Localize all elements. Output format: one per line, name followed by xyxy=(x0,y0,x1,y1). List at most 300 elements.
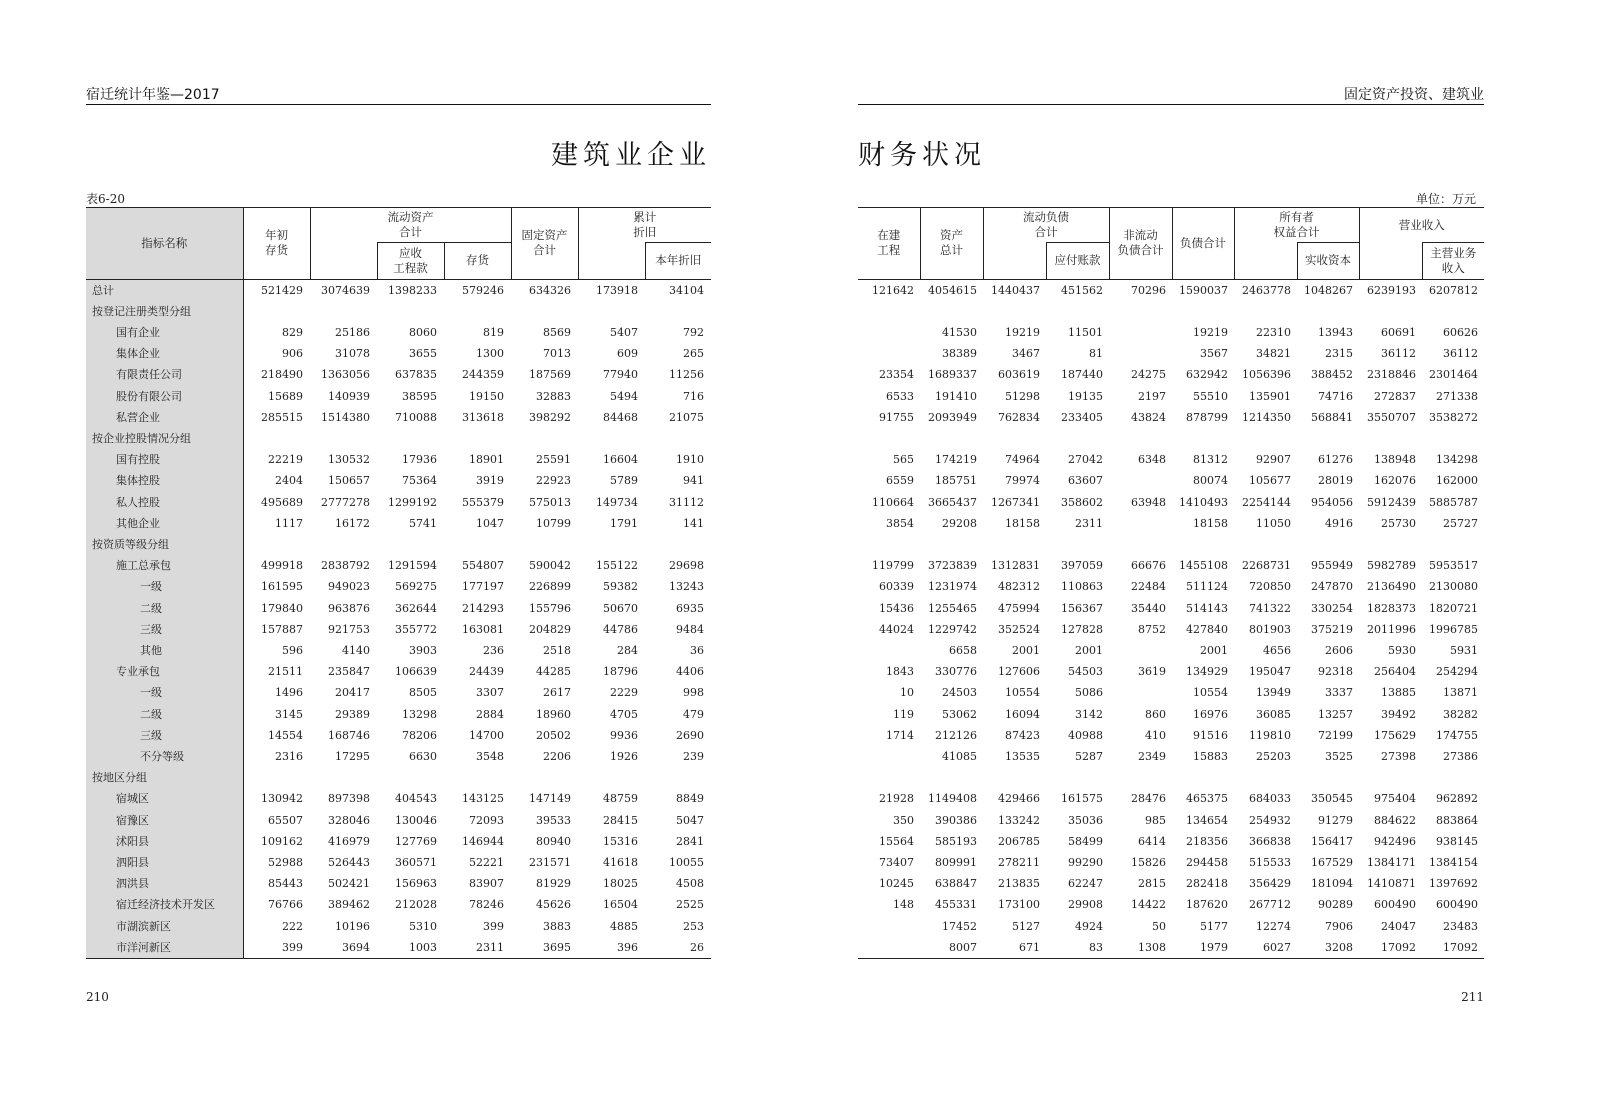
table-cell: 514143 xyxy=(1186,601,1228,615)
table-cell: 52988 xyxy=(268,855,303,869)
table-cell: 6239193 xyxy=(1367,283,1416,297)
table-cell: 482312 xyxy=(998,580,1040,594)
table-row xyxy=(858,343,1484,364)
table-cell xyxy=(578,534,645,555)
table-cell xyxy=(1359,301,1422,322)
table-cell: 2315 xyxy=(1325,347,1353,361)
table-cell: 127769 xyxy=(395,834,437,848)
table-cell xyxy=(858,767,920,788)
table-cell: 282418 xyxy=(1186,877,1228,891)
table-cell: 36112 xyxy=(1443,347,1478,361)
table-cell: 134654 xyxy=(1186,813,1228,827)
table-cell xyxy=(377,301,444,322)
table-cell: 1689337 xyxy=(928,368,977,382)
table-row xyxy=(858,492,1484,513)
table-cell xyxy=(858,746,920,767)
table-cell: 247870 xyxy=(1311,580,1353,594)
left-running-header: 宿迁统计年鉴—2017 xyxy=(86,87,220,103)
table-cell: 8060 xyxy=(409,325,437,339)
table-cell: 50 xyxy=(1152,919,1166,933)
col-header-equity: 所有者 权益合计 xyxy=(1234,208,1359,243)
table-row xyxy=(858,555,1484,576)
table-cell xyxy=(444,428,511,449)
table-cell: 34104 xyxy=(669,283,705,297)
table-cell: 84468 xyxy=(603,410,639,424)
table-cell: 5931 xyxy=(1450,643,1478,657)
table-cell: 741322 xyxy=(1249,601,1291,615)
left-page-number: 210 xyxy=(86,990,109,1004)
table-cell: 575013 xyxy=(529,495,572,509)
table-cell xyxy=(1422,534,1484,555)
table-cell: 73407 xyxy=(879,855,914,869)
table-cell: 233405 xyxy=(1061,410,1103,424)
table-cell: 63948 xyxy=(1131,495,1166,509)
table-cell: 78206 xyxy=(402,728,437,742)
table-cell: 3854 xyxy=(886,516,914,530)
table-cell: 2690 xyxy=(676,728,705,742)
table-cell: 179840 xyxy=(261,601,303,615)
table-cell: 10055 xyxy=(669,855,705,869)
table-cell xyxy=(1109,301,1172,322)
table-row xyxy=(858,640,1484,661)
table-row xyxy=(858,852,1484,873)
table-row xyxy=(86,810,711,831)
table-cell xyxy=(310,428,377,449)
table-cell: 24047 xyxy=(1381,919,1416,933)
table-cell: 11256 xyxy=(669,368,705,382)
table-cell: 710088 xyxy=(395,410,437,424)
table-cell: 61276 xyxy=(1318,453,1353,467)
table-cell: 23483 xyxy=(1443,919,1478,933)
table-cell: 4916 xyxy=(1325,516,1353,530)
table-cell xyxy=(1297,534,1359,555)
table-cell: 204829 xyxy=(529,622,572,636)
table-cell: 5982789 xyxy=(1367,559,1416,573)
table-cell: 110664 xyxy=(872,495,914,509)
table-cell: 271338 xyxy=(1436,389,1478,403)
table-cell: 10196 xyxy=(335,919,370,933)
table-cell: 2617 xyxy=(543,686,572,700)
table-cell: 906 xyxy=(282,347,303,361)
table-cell: 20502 xyxy=(536,728,572,742)
table-cell: 256404 xyxy=(1374,665,1416,679)
row-label: 泗洪县 xyxy=(86,873,243,894)
table-cell: 162076 xyxy=(1374,474,1416,488)
table-row xyxy=(86,449,711,470)
row-label: 沭阳县 xyxy=(86,831,243,852)
table-cell: 8849 xyxy=(676,792,705,806)
row-label: 其他 xyxy=(86,640,243,661)
right-page-number: 211 xyxy=(1461,990,1484,1004)
table-cell: 8505 xyxy=(409,686,437,700)
table-row xyxy=(86,279,711,301)
table-cell: 3723839 xyxy=(928,559,977,573)
table-cell: 27386 xyxy=(1443,749,1478,763)
table-cell: 28019 xyxy=(1318,474,1353,488)
table-cell: 2130080 xyxy=(1429,580,1478,594)
table-cell: 1828373 xyxy=(1367,601,1416,615)
table-cell: 942496 xyxy=(1374,834,1416,848)
table-cell: 938145 xyxy=(1436,834,1478,848)
col-header-fixed-assets: 固定资产 合计 xyxy=(511,208,578,280)
table-cell xyxy=(1422,767,1484,788)
table-cell: 22310 xyxy=(1256,325,1291,339)
table-cell: 1047 xyxy=(476,516,505,530)
table-cell: 2841 xyxy=(676,834,705,848)
table-cell xyxy=(511,301,578,322)
table-cell: 29698 xyxy=(669,559,705,573)
table-cell: 515533 xyxy=(1249,855,1291,869)
table-cell: 352524 xyxy=(998,622,1040,636)
table-row xyxy=(858,810,1484,831)
row-label: 专业承包 xyxy=(86,661,243,682)
table-cell xyxy=(920,767,983,788)
table-cell: 1300 xyxy=(476,347,505,361)
table-cell: 10554 xyxy=(1193,686,1228,700)
table-cell: 2525 xyxy=(676,898,705,912)
table-cell: 2301464 xyxy=(1429,368,1478,382)
table-cell: 99290 xyxy=(1068,855,1103,869)
table-cell xyxy=(1109,640,1172,661)
table-cell: 1229742 xyxy=(928,622,977,636)
table-cell xyxy=(1234,767,1297,788)
table-cell: 465375 xyxy=(1186,792,1228,806)
table-cell: 3665437 xyxy=(928,495,977,509)
unit-label: 单位：万元 xyxy=(1415,192,1476,206)
table-cell: 2463778 xyxy=(1242,283,1291,297)
table-cell: 44786 xyxy=(603,622,639,636)
table-row xyxy=(858,386,1484,407)
table-cell xyxy=(310,301,377,322)
row-label: 市湖滨新区 xyxy=(86,916,243,937)
table-cell xyxy=(1109,322,1172,343)
table-cell: 13243 xyxy=(669,580,705,594)
table-cell: 3142 xyxy=(1075,707,1103,721)
table-cell: 45626 xyxy=(536,898,572,912)
table-cell xyxy=(1046,301,1109,322)
row-label: 宿城区 xyxy=(86,788,243,809)
table-cell: 585193 xyxy=(935,834,977,848)
table-cell: 44024 xyxy=(879,622,914,636)
table-cell: 181094 xyxy=(1311,877,1353,891)
table-row xyxy=(858,428,1484,449)
table-cell xyxy=(578,767,645,788)
row-label: 总计 xyxy=(86,279,243,301)
row-label: 股份有限公司 xyxy=(86,386,243,407)
table-cell: 27398 xyxy=(1381,749,1416,763)
table-cell: 74716 xyxy=(1318,389,1353,403)
table-row xyxy=(858,704,1484,725)
table-cell: 2311 xyxy=(444,937,511,959)
table-cell: 24275 xyxy=(1131,368,1166,382)
table-cell xyxy=(858,937,920,959)
table-cell: 14422 xyxy=(1131,898,1166,912)
row-label: 私人控股 xyxy=(86,492,243,513)
table-cell xyxy=(858,343,920,364)
table-cell: 59382 xyxy=(603,580,639,594)
row-label: 按企业控股情况分组 xyxy=(86,428,243,449)
table-cell: 1149408 xyxy=(928,792,977,806)
table-cell: 3548 xyxy=(476,749,505,763)
table-cell: 173918 xyxy=(596,283,639,297)
table-cell: 91755 xyxy=(879,410,914,424)
table-cell: 267712 xyxy=(1249,898,1291,912)
table-cell: 19219 xyxy=(1193,325,1228,339)
table-row xyxy=(86,831,711,852)
table-cell xyxy=(511,428,578,449)
table-cell: 25203 xyxy=(1256,749,1291,763)
table-cell: 819 xyxy=(483,325,505,339)
table-cell: 83 xyxy=(1046,937,1109,959)
table-cell: 2093949 xyxy=(928,410,977,424)
table-cell: 218490 xyxy=(261,368,303,382)
table-cell: 149734 xyxy=(596,495,639,509)
row-label: 不分等级 xyxy=(86,746,243,767)
table-cell: 358602 xyxy=(1061,495,1103,509)
table-cell xyxy=(858,428,920,449)
table-cell: 390386 xyxy=(935,813,977,827)
table-cell xyxy=(243,534,310,555)
table-row xyxy=(86,598,711,619)
table-cell: 130046 xyxy=(395,813,437,827)
table-cell: 55510 xyxy=(1193,389,1228,403)
table-cell: 955949 xyxy=(1311,559,1353,573)
table-cell: 684033 xyxy=(1249,792,1291,806)
table-cell: 156963 xyxy=(395,877,437,891)
table-row xyxy=(86,725,711,746)
table-cell: 5953517 xyxy=(1429,559,1478,573)
table-cell: 565 xyxy=(893,453,914,467)
table-cell: 214293 xyxy=(462,601,505,615)
table-cell: 72199 xyxy=(1318,728,1353,742)
table-cell: 1455108 xyxy=(1179,559,1228,573)
table-cell: 15826 xyxy=(1131,855,1166,869)
table-cell: 962892 xyxy=(1436,792,1478,806)
table-cell: 603619 xyxy=(998,368,1040,382)
table-cell xyxy=(511,767,578,788)
table-cell: 187620 xyxy=(1186,898,1228,912)
table-cell: 138948 xyxy=(1374,453,1416,467)
table-cell: 3074639 xyxy=(321,283,370,297)
table-cell: 72093 xyxy=(469,813,505,827)
table-cell: 399 xyxy=(483,919,505,933)
table-cell: 11501 xyxy=(1068,325,1103,339)
table-cell: 568841 xyxy=(1311,410,1353,424)
row-label: 有限责任公司 xyxy=(86,364,243,385)
table-cell xyxy=(243,301,310,322)
table-cell: 1299192 xyxy=(388,495,437,509)
table-cell xyxy=(1297,767,1359,788)
table-cell: 2311 xyxy=(1075,516,1103,530)
table-cell: 25730 xyxy=(1381,516,1416,530)
table-cell: 285515 xyxy=(261,410,303,424)
table-cell: 1926 xyxy=(610,749,639,763)
table-cell: 52221 xyxy=(469,855,505,869)
col-header-inventory: 存货 xyxy=(444,243,511,280)
col-header-paid-in: 实收资本 xyxy=(1297,243,1359,280)
table-cell: 5287 xyxy=(1075,749,1103,763)
table-cell: 3337 xyxy=(1325,686,1353,700)
table-cell: 1590037 xyxy=(1179,283,1228,297)
table-cell: 80940 xyxy=(536,834,572,848)
table-cell: 48759 xyxy=(603,792,639,806)
table-row xyxy=(86,322,711,343)
table-row xyxy=(86,619,711,640)
table-cell: 16094 xyxy=(1005,707,1040,721)
left-page-title: 建筑业企业 xyxy=(551,140,711,171)
table-cell: 63607 xyxy=(1068,474,1103,488)
table-cell: 212028 xyxy=(395,898,437,912)
table-row xyxy=(858,873,1484,894)
table-cell: 43824 xyxy=(1131,410,1166,424)
table-cell: 13871 xyxy=(1443,686,1478,700)
row-label: 私营企业 xyxy=(86,407,243,428)
table-cell: 609 xyxy=(617,347,639,361)
table-cell xyxy=(243,767,310,788)
table-cell xyxy=(1109,767,1172,788)
table-cell: 17452 xyxy=(942,919,977,933)
table-cell: 168746 xyxy=(328,728,370,742)
table-cell: 110863 xyxy=(1061,580,1103,594)
table-cell: 135901 xyxy=(1249,389,1291,403)
table-cell: 3307 xyxy=(476,686,505,700)
col-header-current-liab: 流动负债 合计 xyxy=(983,208,1109,243)
table-cell xyxy=(1234,534,1297,555)
table-row xyxy=(86,894,711,915)
table-cell: 162000 xyxy=(1436,474,1478,488)
table-cell: 10 xyxy=(900,686,914,700)
table-cell: 10554 xyxy=(1005,686,1040,700)
table-cell: 2011996 xyxy=(1367,622,1416,636)
table-cell: 1514380 xyxy=(321,410,370,424)
table-cell: 801903 xyxy=(1249,622,1291,636)
table-cell: 762834 xyxy=(998,410,1040,424)
table-cell: 20417 xyxy=(335,686,370,700)
table-cell: 62247 xyxy=(1068,877,1103,891)
table-cell: 13257 xyxy=(1318,707,1353,721)
table-cell: 3208 xyxy=(1297,937,1359,959)
table-cell: 35440 xyxy=(1131,601,1166,615)
table-cell: 4054615 xyxy=(928,283,977,297)
table-row xyxy=(858,916,1484,937)
table-cell: 398292 xyxy=(529,410,572,424)
table-cell: 15316 xyxy=(603,834,639,848)
table-cell xyxy=(1234,428,1297,449)
table-cell xyxy=(444,767,511,788)
table-cell: 878799 xyxy=(1186,410,1228,424)
table-cell: 3567 xyxy=(1200,347,1228,361)
table-cell: 38389 xyxy=(942,347,977,361)
table-cell: 2001 xyxy=(1012,643,1040,657)
table-cell: 79974 xyxy=(1005,474,1040,488)
table-cell: 13885 xyxy=(1381,686,1416,700)
table-cell: 479 xyxy=(683,707,705,721)
table-cell: 975404 xyxy=(1374,792,1416,806)
col-header-year-depr: 本年折旧 xyxy=(645,243,711,280)
table-cell: 58499 xyxy=(1068,834,1103,848)
table-cell: 119 xyxy=(893,707,914,721)
table-cell: 884622 xyxy=(1374,813,1416,827)
table-cell: 6935 xyxy=(676,601,705,615)
table-cell: 235847 xyxy=(328,665,370,679)
table-row xyxy=(86,788,711,809)
table-cell: 389462 xyxy=(328,898,370,912)
table-cell xyxy=(645,767,711,788)
table-cell xyxy=(444,301,511,322)
table-cell: 2254144 xyxy=(1242,495,1291,509)
table-cell: 495689 xyxy=(261,495,303,509)
table-cell: 883864 xyxy=(1436,813,1478,827)
col-header-total-liab: 负债合计 xyxy=(1172,208,1234,280)
table-cell: 6658 xyxy=(949,643,977,657)
table-cell: 18158 xyxy=(1005,516,1040,530)
table-cell: 1791 xyxy=(610,516,639,530)
table-cell xyxy=(1297,301,1359,322)
table-cell: 3619 xyxy=(1138,665,1166,679)
table-cell: 16172 xyxy=(335,516,370,530)
table-cell: 330254 xyxy=(1311,601,1353,615)
table-cell: 1308 xyxy=(1109,937,1172,959)
table-cell: 998 xyxy=(683,686,705,700)
table-cell: 590042 xyxy=(529,559,572,573)
table-cell: 3525 xyxy=(1325,749,1353,763)
table-cell: 388452 xyxy=(1311,368,1353,382)
table-cell: 360571 xyxy=(395,855,437,869)
table-row xyxy=(858,767,1484,788)
table-cell: 81929 xyxy=(536,877,572,891)
table-cell: 35036 xyxy=(1068,813,1103,827)
table-cell: 399 xyxy=(243,937,310,959)
table-cell: 105677 xyxy=(1249,474,1291,488)
row-label: 二级 xyxy=(86,704,243,725)
table-cell: 7906 xyxy=(1325,919,1353,933)
table-cell: 239 xyxy=(683,749,705,763)
table-cell: 119810 xyxy=(1249,728,1291,742)
table-cell: 6559 xyxy=(886,474,914,488)
table-cell: 5912439 xyxy=(1367,495,1416,509)
table-cell: 284 xyxy=(617,643,639,657)
table-cell: 4705 xyxy=(610,707,639,721)
table-cell xyxy=(645,534,711,555)
table-row xyxy=(86,534,711,555)
table-cell xyxy=(1172,534,1234,555)
table-cell: 632942 xyxy=(1186,368,1228,382)
table-cell: 13949 xyxy=(1256,686,1291,700)
table-cell: 28476 xyxy=(1131,792,1166,806)
table-cell: 161575 xyxy=(1061,792,1103,806)
table-cell: 155122 xyxy=(596,559,639,573)
table-cell: 1003 xyxy=(377,937,444,959)
table-cell: 5494 xyxy=(610,389,639,403)
table-cell: 638847 xyxy=(935,877,977,891)
table-cell: 13535 xyxy=(1005,749,1040,763)
table-cell: 41618 xyxy=(603,855,639,869)
table-cell xyxy=(1109,682,1172,703)
table-cell: 39492 xyxy=(1381,707,1416,721)
table-cell: 1979 xyxy=(1172,937,1234,959)
table-cell: 21928 xyxy=(879,792,914,806)
table-cell: 25591 xyxy=(536,453,572,467)
col-header-current-liab-blank xyxy=(983,243,1046,280)
table-row xyxy=(858,322,1484,343)
table-cell: 77940 xyxy=(603,368,639,382)
table-row xyxy=(858,534,1484,555)
table-row xyxy=(858,937,1484,959)
table-cell: 27042 xyxy=(1068,453,1103,467)
table-cell: 3145 xyxy=(275,707,303,721)
table-cell: 22484 xyxy=(1131,580,1166,594)
table-cell: 600490 xyxy=(1374,898,1416,912)
